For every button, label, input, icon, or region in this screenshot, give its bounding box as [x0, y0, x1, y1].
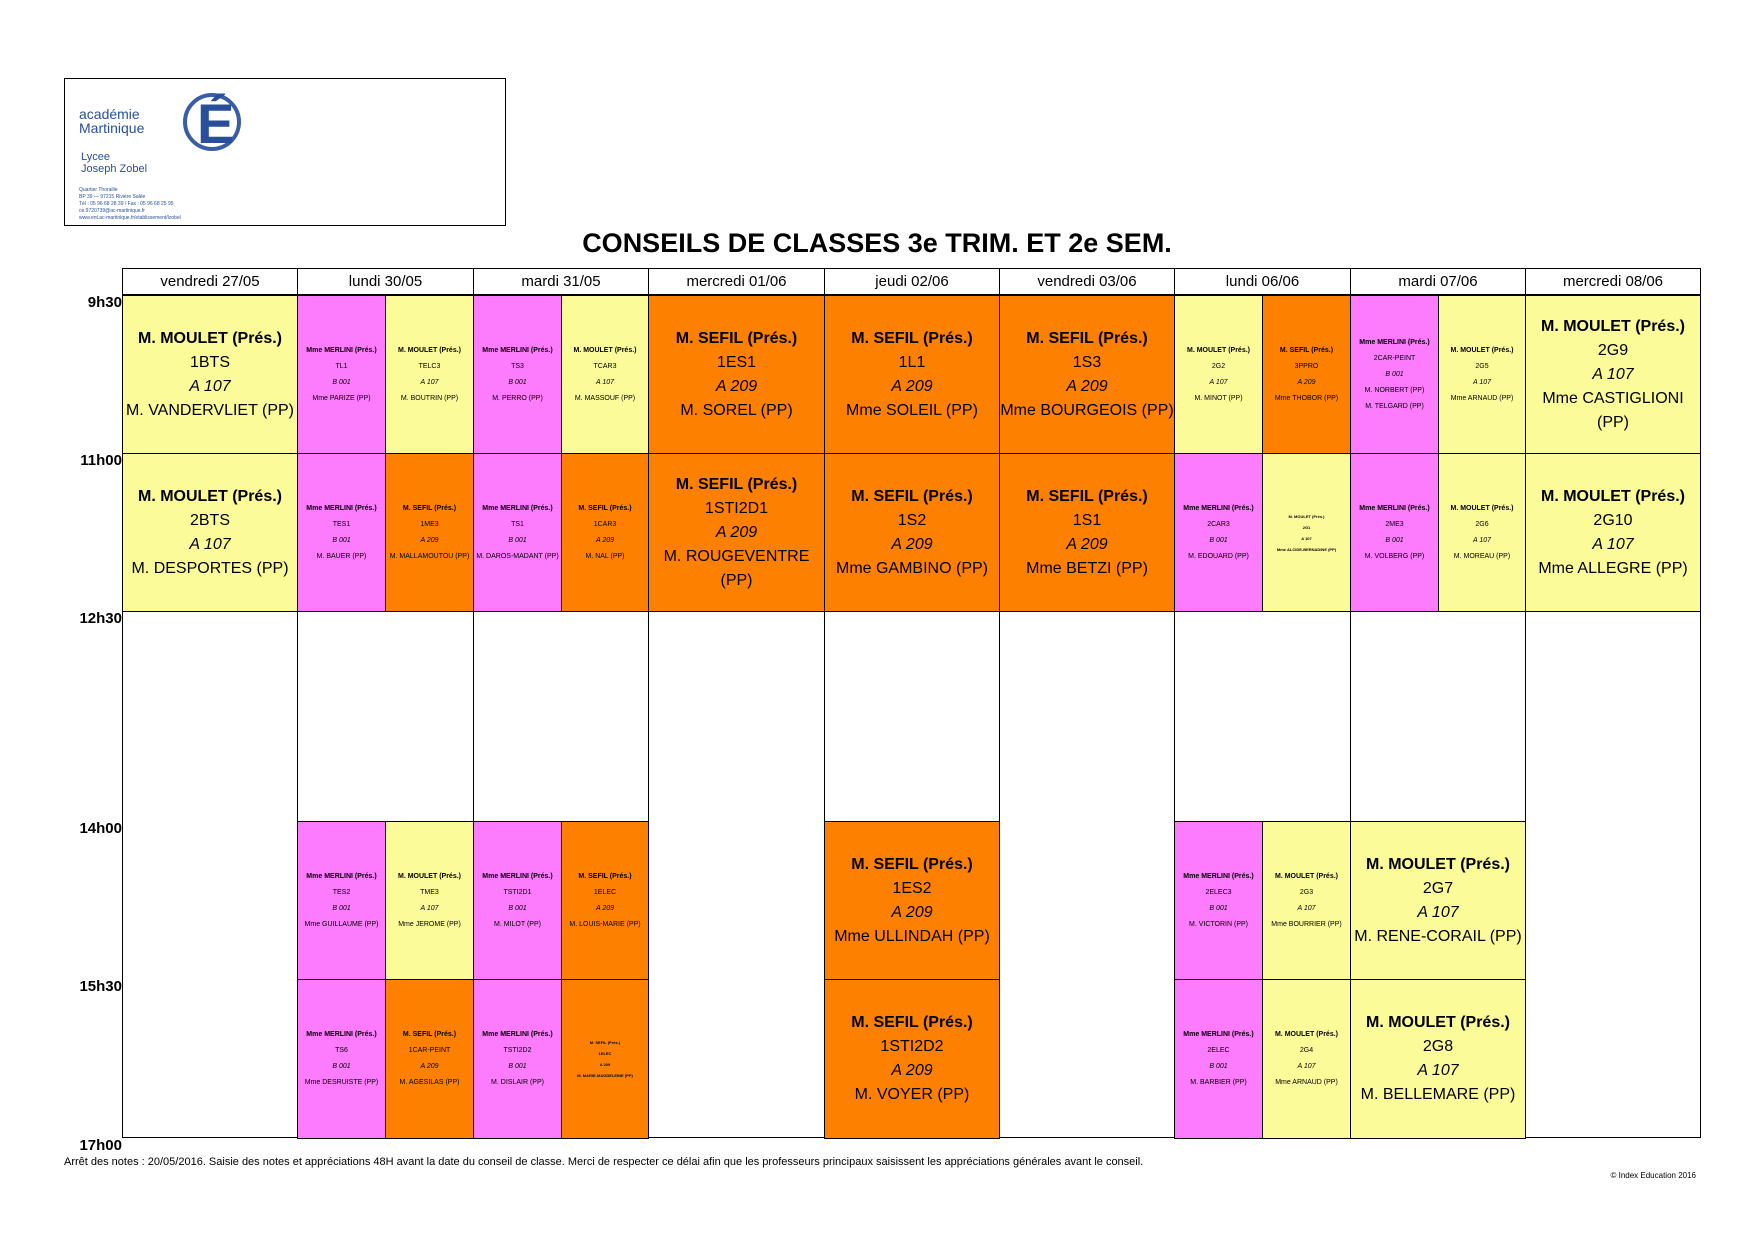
council-session — [824, 979, 1000, 1139]
president-name: M. SEFIL (Prés.) — [851, 487, 973, 505]
main-teacher: M. ROUGEVENTRE (PP) — [663, 547, 810, 589]
class-name: 1ELEC — [593, 888, 617, 896]
council-session — [999, 295, 1175, 454]
president-name: M. SEFIL (Prés.) — [851, 855, 973, 873]
class-name: 2G9 — [1597, 341, 1629, 359]
council-session — [122, 295, 298, 454]
room-label: A 107 — [189, 377, 231, 395]
main-teacher: M. BOUTRIN (PP) — [400, 394, 459, 402]
day-header: lundi 30/05 — [297, 268, 474, 295]
president-name: Mme MERLINI (Prés.) — [306, 504, 377, 512]
class-name: 2G3 — [1299, 888, 1314, 896]
council-session — [824, 453, 1000, 612]
room-label: A 209 — [599, 1062, 611, 1067]
time-label: 11h00 — [80, 452, 122, 469]
class-name: 2G2 — [1211, 362, 1226, 370]
main-teacher: M. MARIE-MAGDELEINE (PP) — [577, 1073, 633, 1078]
day-header: lundi 06/06 — [1174, 268, 1351, 295]
main-teacher: M. LOUIS-MARIE (PP) — [569, 920, 641, 928]
president-name: M. MOULET (Prés.) — [1288, 513, 1325, 519]
council-session — [648, 295, 825, 454]
president-name: M. MOULET (Prés.) — [1450, 346, 1514, 354]
day-header: mercredi 01/06 — [648, 268, 825, 295]
president-name: Mme MERLINI (Prés.) — [1183, 1031, 1254, 1038]
main-teacher: M. EDOUARD (PP) — [1188, 552, 1249, 560]
room-label: A 209 — [715, 377, 758, 395]
council-session — [1350, 295, 1439, 454]
council-session — [561, 453, 649, 612]
room-label: A 209 — [420, 536, 439, 544]
main-teacher: M. NAL (PP) — [585, 552, 625, 560]
main-teacher: M. MALLAMOUTOU (PP) — [389, 552, 470, 560]
class-name: TSTI2D1 — [503, 888, 532, 896]
president-name: M. SEFIL (Prés.) — [851, 329, 973, 347]
room-label: B 001 — [1209, 536, 1228, 544]
main-teacher: Mme THOBOR (PP) — [1274, 394, 1339, 402]
class-name: TES1 — [332, 520, 351, 528]
main-teacher: Mme ARNAUD (PP) — [1450, 394, 1514, 402]
day-header: vendredi 03/06 — [999, 268, 1175, 295]
council-session — [1525, 295, 1701, 454]
council-session — [1262, 453, 1351, 612]
main-teacher: M. VANDERVLIET (PP) — [125, 401, 295, 419]
president-name: M. MOULET (Prés.) — [1450, 504, 1514, 512]
room-label: B 001 — [1385, 370, 1404, 378]
council-session — [1438, 295, 1526, 454]
copyright: © Index Education 2016 — [1610, 1171, 1696, 1180]
class-name: 2G6 — [1475, 520, 1489, 528]
class-name: TSTI2D2 — [503, 1047, 532, 1054]
school-address: Quartier Thoraille BP 39 — 97215 Rivière Salée Tél : 05 96 68 28 39 / Fax : 05 96 68 25 95 ce.9720739@ac-martinique.fr www.ent.ac-martinique.fr/etablissement/lzobel — [79, 187, 181, 221]
room-label: A 209 — [891, 1062, 933, 1079]
main-teacher: M. RENE-CORAIL (PP) — [1354, 927, 1522, 945]
room-label: A 209 — [891, 903, 933, 921]
room-label: B 001 — [508, 1063, 527, 1070]
class-name: 2ELEC — [1207, 1047, 1230, 1054]
room-label: B 001 — [332, 904, 351, 912]
class-name: 2G1 — [1302, 524, 1311, 530]
room-label: A 209 — [420, 1063, 439, 1070]
room-label: A 209 — [891, 535, 933, 553]
council-session — [1174, 295, 1263, 454]
council-session — [824, 295, 1000, 454]
room-label: A 209 — [891, 377, 933, 395]
president-name: M. MOULET (Prés.) — [397, 872, 461, 880]
council-session — [1174, 821, 1263, 980]
president-name: M. SEFIL (Prés.) — [589, 1040, 621, 1045]
main-teacher: Mme BOURGEOIS (PP) — [1000, 401, 1174, 419]
room-label: A 209 — [1066, 535, 1108, 553]
main-teacher: M. DISLAIR (PP) — [491, 1079, 544, 1086]
room-label: B 001 — [332, 378, 351, 386]
council-session — [1262, 295, 1351, 454]
president-name: M. SEFIL (Prés.) — [402, 504, 457, 512]
class-name: 2G5 — [1475, 362, 1489, 370]
council-session — [1438, 453, 1526, 612]
class-name: TL1 — [335, 362, 348, 370]
president-name: Mme MERLINI (Prés.) — [482, 346, 553, 354]
room-label: A 107 — [1297, 904, 1316, 912]
page-title: CONSEILS DE CLASSES 3e TRIM. ET 2e SEM. — [582, 228, 1172, 258]
council-session — [1262, 821, 1351, 980]
main-teacher: Mme ULLINDAH (PP) — [834, 927, 990, 945]
class-name: TS1 — [511, 520, 524, 528]
president-name: Mme MERLINI (Prés.) — [482, 872, 553, 880]
room-label: B 001 — [1209, 904, 1228, 912]
main-teacher: M. TELGARD (PP) — [1365, 402, 1424, 410]
room-label: B 001 — [508, 536, 527, 544]
class-name: TCAR3 — [593, 362, 617, 370]
main-teacher: M. SOREL (PP) — [680, 401, 793, 419]
council-session — [561, 295, 649, 454]
room-label: A 209 — [595, 536, 615, 544]
main-teacher: M. NORBERT (PP) — [1364, 386, 1425, 394]
main-teacher: M. DESPORTES (PP) — [131, 559, 289, 577]
council-session — [473, 821, 562, 980]
council-session — [1350, 453, 1439, 612]
president-name: Mme MERLINI (Prés.) — [1359, 338, 1430, 346]
council-session — [999, 453, 1175, 612]
time-label: 17h00 — [79, 1137, 122, 1154]
main-teacher: Mme ALLEGRE (PP) — [1538, 559, 1688, 577]
class-name: 2CAR-PEINT — [1373, 354, 1416, 362]
main-teacher: M. BAUER (PP) — [316, 552, 367, 560]
president-name: M. MOULET (Prés.) — [1365, 1014, 1510, 1031]
day-header: jeudi 02/06 — [824, 268, 1000, 295]
main-teacher: M. BARBIER (PP) — [1190, 1079, 1247, 1086]
main-teacher: M. MILOT (PP) — [494, 920, 541, 928]
room-label: A 209 — [715, 523, 758, 541]
room-label: A 107 — [1301, 535, 1312, 541]
president-name: M. MOULET (Prés.) — [137, 329, 282, 347]
footnote: Arrêt des notes : 20/05/2016. Saisie des notes et appréciations 48H avant la date du conseil de classe. Merci de respecter ce délai afin que les professeurs principaux saisissent les appréciations générales avant le conseil. — [64, 1156, 1144, 1168]
main-teacher: Mme JEROME (PP) — [398, 920, 461, 928]
president-name: M. SEFIL (Prés.) — [578, 504, 632, 512]
room-label: B 001 — [508, 904, 527, 912]
main-teacher: M. DAROS-MADANT (PP) — [476, 552, 559, 560]
president-name: Mme MERLINI (Prés.) — [306, 346, 377, 354]
main-teacher: Mme GAMBINO (PP) — [835, 559, 988, 577]
president-name: Mme MERLINI (Prés.) — [306, 872, 377, 880]
main-teacher: M. VICTORIN (PP) — [1189, 920, 1248, 928]
main-teacher: Mme CASTIGLIONI (PP) — [1542, 389, 1684, 431]
president-name: Mme MERLINI (Prés.) — [306, 1031, 377, 1038]
class-name: 1STI2D2 — [880, 1038, 944, 1055]
room-label: B 001 — [1209, 1063, 1228, 1070]
room-label: A 107 — [595, 378, 615, 386]
council-session — [473, 979, 562, 1139]
class-name: 1S3 — [1072, 353, 1102, 371]
council-session — [473, 295, 562, 454]
room-label: A 107 — [1209, 378, 1228, 386]
class-name: 1ME3 — [420, 520, 439, 528]
council-session — [297, 453, 386, 612]
main-teacher: Mme DESRUISTE (PP) — [304, 1079, 379, 1086]
main-teacher: M. PERRO (PP) — [492, 394, 543, 402]
president-name: M. SEFIL (Prés.) — [675, 329, 798, 347]
class-name: 1CAR3 — [593, 520, 617, 528]
day-header: mercredi 08/06 — [1525, 268, 1701, 295]
council-session — [297, 979, 386, 1139]
main-teacher: Mme PARIZE (PP) — [312, 394, 371, 402]
main-teacher: Mme SOLEIL (PP) — [846, 401, 978, 419]
room-label: A 209 — [1297, 378, 1316, 386]
room-label: A 107 — [1417, 1062, 1459, 1079]
time-label: 9h30 — [87, 294, 122, 311]
president-name: M. SEFIL (Prés.) — [578, 872, 632, 880]
room-label: A 107 — [1592, 365, 1634, 383]
room-label: A 107 — [1472, 536, 1492, 544]
room-label: B 001 — [1385, 536, 1404, 544]
president-name: Mme MERLINI (Prés.) — [1359, 504, 1430, 512]
president-name: M. MOULET (Prés.) — [1274, 872, 1338, 880]
president-name: M. MOULET (Prés.) — [397, 346, 461, 354]
main-teacher: M. MINOT (PP) — [1194, 394, 1243, 402]
room-label: A 107 — [1297, 1063, 1316, 1070]
president-name: M. SEFIL (Prés.) — [1279, 346, 1334, 354]
day-header: vendredi 27/05 — [122, 268, 298, 295]
president-name: M. SEFIL (Prés.) — [851, 1014, 973, 1031]
class-name: 1S1 — [1072, 511, 1102, 529]
room-label: A 209 — [1066, 377, 1108, 395]
class-name: 1S2 — [897, 511, 927, 529]
main-teacher: Mme BETZI (PP) — [1026, 559, 1148, 577]
room-label: A 107 — [1592, 535, 1634, 553]
class-name: 2ME3 — [1385, 520, 1404, 528]
room-label: B 001 — [332, 536, 351, 544]
class-name: 1BTS — [189, 353, 230, 371]
class-name: TS3 — [511, 362, 524, 370]
main-teacher: M. VOYER (PP) — [854, 1086, 970, 1103]
school-name: Lycee Joseph Zobel — [81, 151, 148, 175]
president-name: M. MOULET (Prés.) — [1186, 346, 1250, 354]
president-name: M. MOULET (Prés.) — [573, 346, 637, 354]
council-session — [385, 295, 474, 454]
council-session — [1525, 453, 1701, 612]
day-header: mardi 07/06 — [1350, 268, 1526, 295]
president-name: M. SEFIL (Prés.) — [1026, 487, 1148, 505]
main-teacher: M. MOREAU (PP) — [1453, 552, 1511, 560]
council-session — [1174, 453, 1263, 612]
president-name: M. MOULET (Prés.) — [137, 487, 282, 505]
class-name: 2G10 — [1593, 511, 1633, 529]
class-name: 3PPRO — [1294, 362, 1319, 370]
time-label: 15h30 — [79, 978, 122, 995]
council-session — [561, 979, 649, 1139]
council-session — [122, 453, 298, 612]
time-label: 14h00 — [79, 820, 122, 837]
room-label: B 001 — [508, 378, 527, 386]
class-name: 2G7 — [1422, 879, 1454, 897]
council-session — [561, 821, 649, 980]
main-teacher: M. MASSOUF (PP) — [574, 394, 636, 402]
class-name: TELC3 — [418, 362, 441, 370]
council-session — [824, 821, 1000, 980]
council-session — [297, 295, 386, 454]
class-name: 2G8 — [1422, 1038, 1454, 1055]
room-label: B 001 — [332, 1063, 351, 1070]
council-session — [385, 453, 474, 612]
class-name: TS6 — [335, 1047, 348, 1054]
council-session — [1262, 979, 1351, 1139]
main-teacher: M. AGESILAS (PP) — [399, 1079, 460, 1086]
class-name: 1L1 — [898, 353, 926, 371]
council-session — [473, 453, 562, 612]
council-session — [1350, 979, 1526, 1139]
president-name: Mme MERLINI (Prés.) — [1183, 872, 1254, 880]
class-name: 1ELEC — [598, 1051, 612, 1056]
council-session — [385, 821, 474, 980]
room-label: A 107 — [189, 535, 231, 553]
council-session — [385, 979, 474, 1139]
room-label: A 107 — [1472, 378, 1492, 386]
president-name: Mme MERLINI (Prés.) — [482, 1031, 553, 1038]
room-label: A 107 — [1417, 903, 1459, 921]
class-name: 2CAR3 — [1207, 520, 1230, 528]
council-session — [297, 821, 386, 980]
council-session — [1174, 979, 1263, 1139]
class-name: 2G4 — [1299, 1047, 1314, 1054]
president-name: M. MOULET (Prés.) — [1365, 855, 1510, 873]
president-name: M. SEFIL (Prés.) — [1026, 329, 1148, 347]
council-session — [648, 453, 825, 612]
main-teacher: Mme GUILLAUME (PP) — [304, 920, 379, 928]
room-label: A 107 — [420, 378, 439, 386]
day-header: mardi 31/05 — [473, 268, 649, 295]
class-name: 1STI2D1 — [704, 499, 769, 517]
class-name: 1ES2 — [892, 879, 932, 897]
main-teacher: Mme ARNAUD (PP) — [1275, 1079, 1338, 1086]
time-label: 12h30 — [79, 610, 122, 627]
president-name: Mme MERLINI (Prés.) — [482, 504, 553, 512]
president-name: M. MOULET (Prés.) — [1540, 487, 1685, 505]
room-label: A 209 — [595, 904, 615, 912]
main-teacher: M. VOLBERG (PP) — [1364, 552, 1425, 560]
council-session — [1350, 821, 1526, 980]
main-teacher: Mme ALCIDE-BERNADINE (PP) — [1276, 546, 1337, 552]
class-name: 1ES1 — [716, 353, 757, 371]
class-name: TES2 — [332, 888, 351, 896]
room-label: A 107 — [420, 904, 439, 912]
main-teacher: Mme BOURRIER (PP) — [1271, 920, 1342, 928]
class-name: 2BTS — [189, 511, 230, 529]
president-name: M. MOULET (Prés.) — [1274, 1031, 1338, 1038]
class-name: 2ELEC3 — [1205, 888, 1232, 896]
class-name: 1CAR-PEINT — [408, 1047, 451, 1054]
president-name: M. MOULET (Prés.) — [1540, 317, 1685, 335]
president-name: M. SEFIL (Prés.) — [402, 1031, 457, 1038]
main-teacher: M. BELLEMARE (PP) — [1360, 1086, 1516, 1103]
class-name: TME3 — [420, 888, 439, 896]
president-name: Mme MERLINI (Prés.) — [1183, 504, 1254, 512]
president-name: M. SEFIL (Prés.) — [675, 475, 798, 493]
academie-logo-icon: É — [183, 93, 241, 151]
academie-name: académie Martinique — [79, 106, 145, 136]
